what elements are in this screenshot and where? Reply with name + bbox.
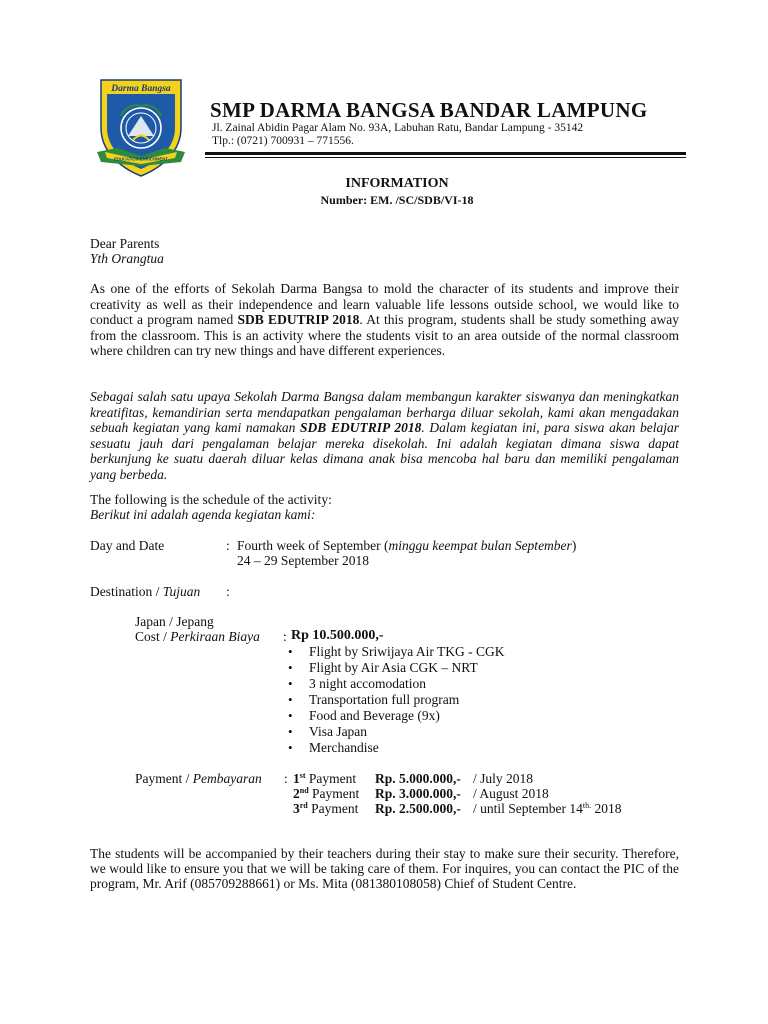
day-date-value — [237, 538, 576, 554]
destination-label-indonesian: Tujuan — [162, 584, 201, 599]
paragraph-english-text-2: . At this program, students shall be study something away from the classroom. This is an activity where the students visit to an area outside of the normal classroom where children can try new things and have different experiences. — [90, 312, 679, 358]
paragraph-english — [90, 281, 679, 359]
day-date-value-close: ) — [571, 538, 577, 553]
greeting-english: Dear Parents — [90, 236, 160, 251]
schedule-intro-indonesian: Berikut ini adalah agenda kegiatan kami: — [90, 507, 316, 522]
document-number: Number: EM. /SC/SDB/VI-18 — [320, 193, 474, 207]
destination-label — [90, 584, 200, 600]
included-items-list — [288, 644, 505, 756]
logo-title-text: Darma Bangsa — [111, 84, 171, 94]
list-item: • Visa Japan — [288, 724, 505, 740]
paragraph-indonesian — [90, 389, 679, 482]
list-item: • Merchandise — [288, 740, 505, 756]
payment-row-3-due — [473, 801, 621, 817]
payment-row-1-word: Payment — [305, 771, 357, 786]
school-phone: Tlp.: (0721) 700931 – 771556. — [212, 135, 354, 147]
list-item: • 3 night accomodation — [288, 676, 505, 692]
cost-label-indonesian: Perkiraan Biaya — [170, 629, 260, 644]
school-address: Jl. Zainal Abidin Pagar Alam No. 93A, Labuhan Ratu, Bandar Lampung - 35142 — [212, 122, 584, 134]
destination-colon: : — [226, 584, 230, 599]
payment-row-2-due: / August 2018 — [473, 786, 549, 801]
payment-row-3-due-year: 2018 — [591, 801, 622, 816]
payment-row-2-word: Payment — [308, 786, 360, 801]
payment-label-indonesian: Pembayaran — [192, 771, 262, 786]
paragraph-indonesian-text-1: Sebagai salah satu upaya Sekolah Darma Bangsa dalam membangun karakter siswanya dan meningkatkan kreatifitas, kemandirian serta mendapatkan pengalaman berharga diluar sekolah, kami akan mengadakan sebuah kegiatan yang kami namakan — [90, 389, 679, 435]
payment-row-3 — [293, 801, 358, 817]
payment-label-english: Payment / — [135, 771, 193, 786]
cost-colon: : — [283, 629, 287, 644]
letterhead-rule-thin — [205, 157, 686, 158]
program-name-indonesian: SDB EDUTRIP 2018 — [300, 420, 422, 435]
logo-ribbon-text: EDUCATION ENRICHMENT — [114, 156, 168, 162]
payment-row-2 — [293, 786, 359, 802]
payment-row-3-amount: Rp. 2.500.000,- — [375, 801, 461, 816]
payment-row-1-due: / July 2018 — [473, 771, 534, 786]
day-date-colon: : — [226, 538, 230, 553]
list-item: • Flight by Air Asia CGK – NRT — [288, 660, 505, 676]
destination-place: Japan / Jepang — [135, 614, 214, 629]
payment-label — [135, 771, 262, 787]
payment-row-3-due-ordinal: th. — [582, 801, 592, 810]
payment-row-1-amount: Rp. 5.000.000,- — [375, 771, 461, 786]
payment-row-3-number: 3 — [293, 801, 300, 816]
list-item: • Flight by Sriwijaya Air TKG - CGK — [288, 644, 505, 660]
letterhead-rule-thick — [205, 152, 686, 155]
list-item: • Food and Beverage (9x) — [288, 708, 505, 724]
cost-label — [135, 629, 260, 645]
cost-label-english: Cost / — [135, 629, 171, 644]
day-date-label: Day and Date — [90, 538, 165, 553]
payment-row-3-word: Payment — [307, 801, 359, 816]
greeting-indonesian: Yth Orangtua — [90, 251, 164, 266]
day-date-value-english: Fourth week of September ( — [237, 538, 389, 553]
payment-row-2-ordinal: nd — [299, 786, 309, 795]
paragraph-english-text-1: As one of the efforts of Sekolah Darma Bangsa to mold the character of its students and improve their creativity as well as their independence and learn valuable life lessons outside school, we would like to conduct a program named — [90, 281, 679, 327]
document-title: INFORMATION — [345, 176, 449, 191]
payment-row-1-ordinal: st — [299, 771, 306, 780]
payment-row-1-number: 1 — [293, 771, 300, 786]
day-date-dates: 24 – 29 September 2018 — [237, 553, 369, 568]
payment-row-2-number: 2 — [293, 786, 300, 801]
payment-row-3-ordinal: rd — [299, 801, 308, 810]
payment-row-2-amount: Rp. 3.000.000,- — [375, 786, 461, 801]
school-name: SMP DARMA BANGSA BANDAR LAMPUNG — [210, 98, 648, 122]
program-name-english: SDB EDUTRIP 2018 — [237, 312, 360, 327]
day-date-value-indonesian: minggu keempat bulan September — [388, 538, 572, 553]
payment-row-3-due-text: / until September 14 — [473, 801, 583, 816]
school-crest-logo — [95, 76, 187, 178]
payment-colon: : — [284, 771, 288, 786]
closing-paragraph: The students will be accompanied by their teachers during their stay to make sure their security. Therefore, we would like to ensure you that we will be taking care of them. For inquires, you can contact the PIC of the program, Mr. Arif (085709288661) or Ms. Mita (081380108058) Chief of Student Centre. — [90, 846, 679, 892]
payment-row-1 — [293, 771, 356, 787]
schedule-intro-english: The following is the schedule of the activity: — [90, 492, 332, 507]
destination-label-english: Destination / — [90, 584, 163, 599]
paragraph-indonesian-text-2: . Dalam kegiatan ini, para siswa akan belajar sesuatu jauh dari pengalaman belajar mereka disekolah. Ini adalah kegiatan dimana siswa dapat berkunjung ke suatu daerah diluar kelas dimana anak bisa mencoba hal baru dan memiliki pengalaman yang berbeda. — [90, 420, 679, 482]
list-item: • Transportation full program — [288, 692, 505, 708]
cost-value: Rp 10.500.000,- — [291, 628, 384, 643]
